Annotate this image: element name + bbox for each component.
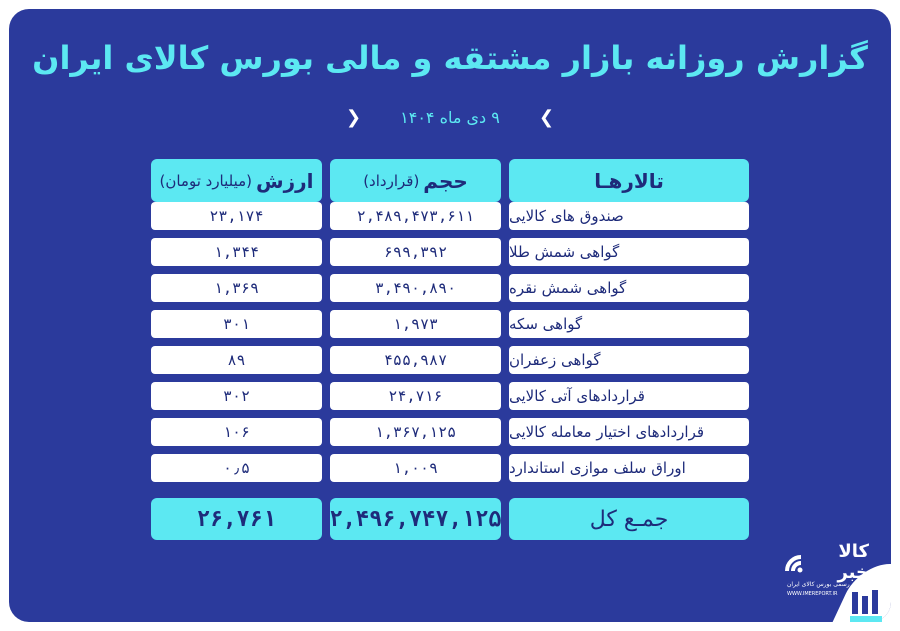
header-volume: [330, 159, 501, 202]
report-title: گزارش روزانه بازار مشتقه و مالی بورس کالای ایران: [32, 39, 868, 77]
header-value: [151, 159, 322, 202]
report-date: ۹ دی ماه ۱۴۰۴: [400, 108, 500, 127]
row-volume: ۳,۴۹۰,۸۹۰: [330, 274, 501, 302]
row-volume: ۱,۹۷۳: [330, 310, 501, 338]
logo-brand: کالا خبر: [837, 541, 869, 583]
row-value: ۱۰۶: [151, 418, 322, 446]
row-volume: ۲۴,۷۱۶: [330, 382, 501, 410]
row-volume: ۶۹۹,۳۹۲: [330, 238, 501, 266]
row-value: ۳۰۱: [151, 310, 322, 338]
corner-logo: [846, 586, 894, 626]
row-value: ۱,۳۴۴: [151, 238, 322, 266]
row-value: ۸۹: [151, 346, 322, 374]
row-value: ۰٫۵: [151, 454, 322, 482]
row-name: گواهی سکه: [509, 310, 749, 338]
date-row: [9, 107, 891, 128]
header-value-unit: (میلیارد تومان): [159, 171, 253, 190]
row-value: ۱,۳۶۹: [151, 274, 322, 302]
report-frame: [9, 9, 891, 622]
header-volume-unit: (قرارداد): [363, 171, 420, 190]
row-name: گواهی شمش نقره: [509, 274, 749, 302]
total-value: ۲۶,۷۶۱: [151, 498, 322, 540]
chevron-left-icon: ❮: [345, 107, 362, 128]
logo-url: WWW.IMEREPORT.IR: [787, 591, 838, 597]
row-name: گواهی شمش طلا: [509, 238, 749, 266]
row-name: قراردادهای اختیار معامله کالایی: [509, 418, 749, 446]
row-volume: ۴۵۵,۹۸۷: [330, 346, 501, 374]
header-halls-label: تالارهـا: [594, 168, 664, 193]
header-halls: [509, 159, 749, 202]
row-name: قراردادهای آتی کالایی: [509, 382, 749, 410]
chevron-right-icon: ❯: [538, 107, 555, 128]
row-name: صندوق های کالایی: [509, 202, 749, 230]
corner-logo-icon: [846, 586, 894, 626]
row-volume: ۱,۰۰۹: [330, 454, 501, 482]
row-name: اوراق سلف موازی استاندارد: [509, 454, 749, 482]
row-value: ۲۳,۱۷۴: [151, 202, 322, 230]
row-name: گواهی زعفران: [509, 346, 749, 374]
row-value: ۳۰۲: [151, 382, 322, 410]
header-volume-label: حجم: [423, 168, 468, 193]
logo-tagline: رسانه رسمی بورس کالای ایران: [787, 581, 867, 588]
total-volume: ۲,۴۹۶,۷۴۷,۱۲۵: [330, 498, 501, 540]
row-volume: ۲,۴۸۹,۴۷۳,۶۱۱: [330, 202, 501, 230]
row-volume: ۱,۳۶۷,۱۲۵: [330, 418, 501, 446]
header-value-label: ارزش: [256, 168, 314, 193]
total-label: جمـع کل: [509, 498, 749, 540]
